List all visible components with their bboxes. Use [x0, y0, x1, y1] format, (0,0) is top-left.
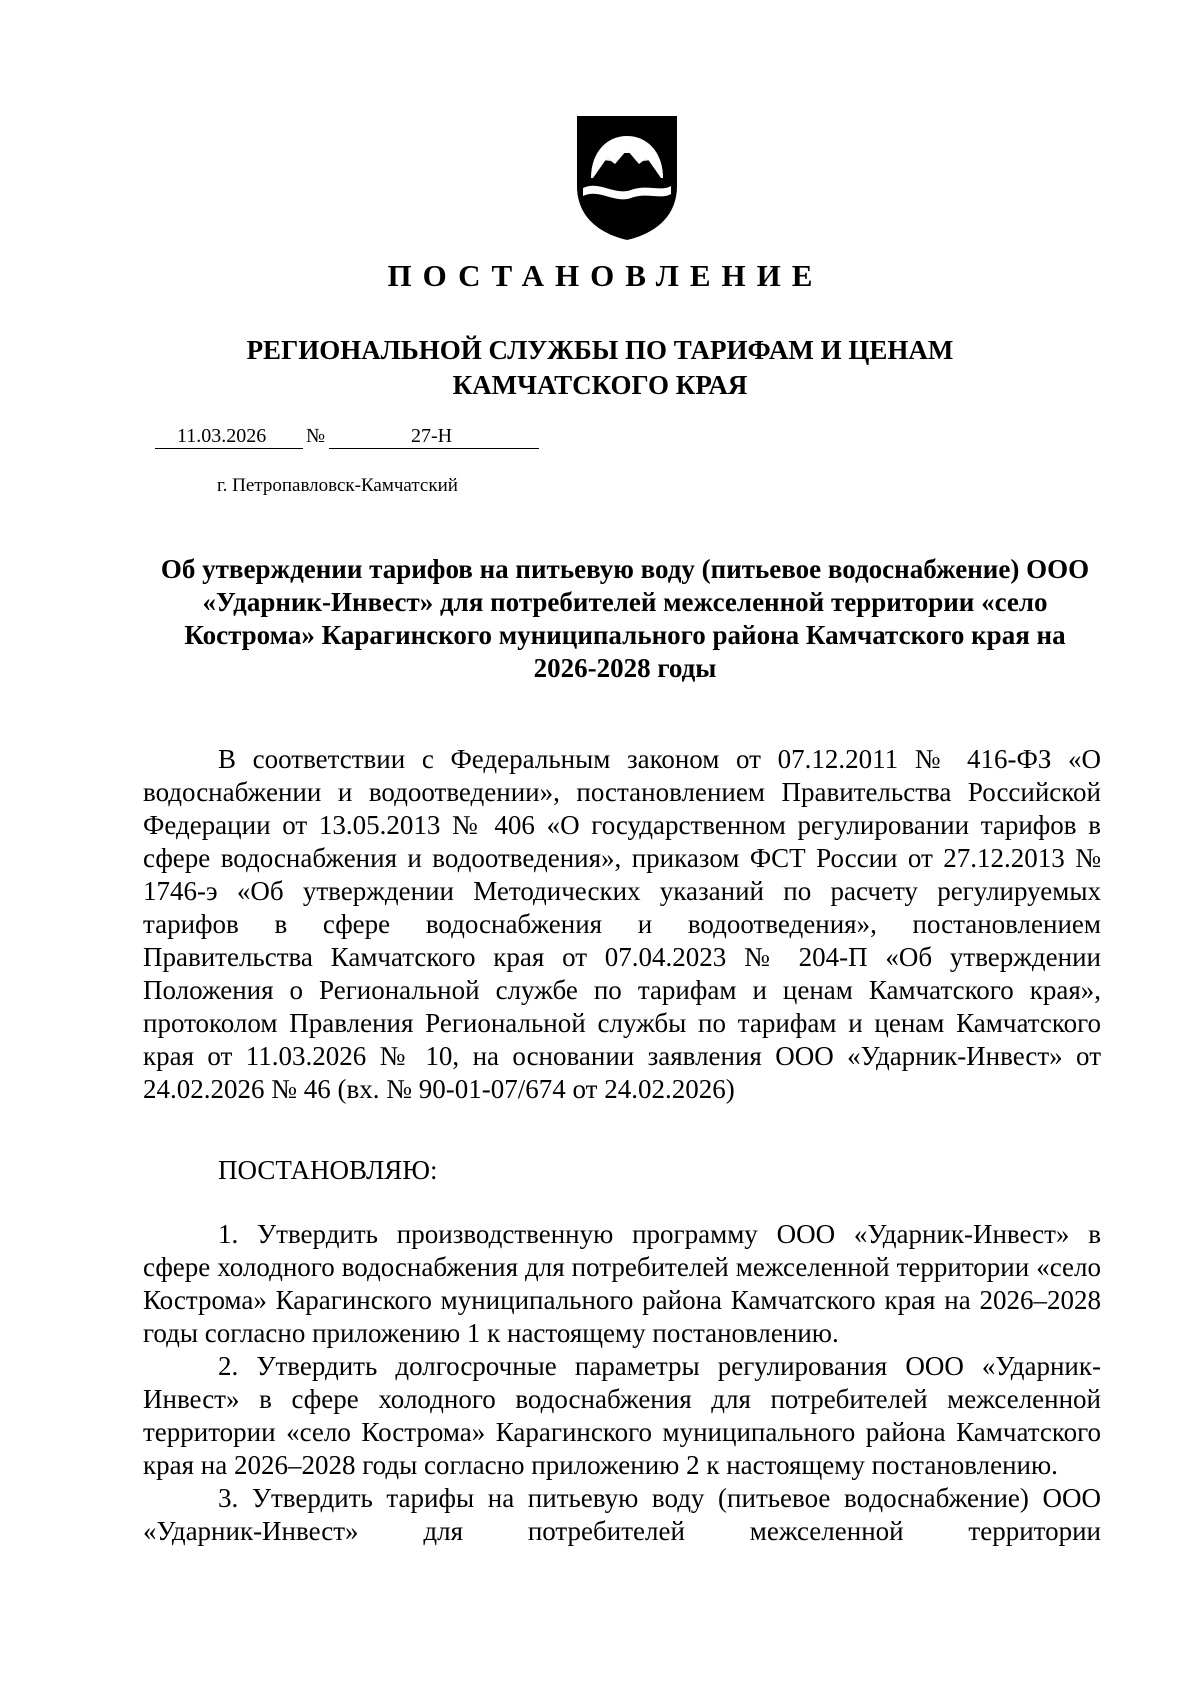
decree-items — [143, 1218, 1101, 1548]
document-type-title: ПОСТАНОВЛЕНИЕ — [387, 258, 824, 293]
document-number: 27-Н — [411, 425, 453, 447]
document-date: 11.03.2026 — [177, 425, 267, 447]
number-underline — [329, 448, 539, 449]
preamble-block — [143, 743, 1101, 1106]
document-subject: Об утверждении тарифов на питьевую воду (питьевое водоснабжение) ООО «Ударник-Инвест» для потребителей межселенной территории «село Кострома» Карагинского муниципального района Камчатского края на 2026-2028 годы — [160, 554, 1090, 683]
decree-item-2: 2. Утвердить долгосрочные параметры регулирования ООО «Ударник-Инвест» в сфере холодного водоснабжения для потребителей межселенной территории «село Кострома» Карагинского муниципального района Камчатского края на 2026–2028 годы согласно приложению 2 к настоящему постановлению. — [143, 1351, 1101, 1480]
authority-line-1: РЕГИОНАЛЬНОЙ СЛУЖБЫ ПО ТАРИФАМ И ЦЕНАМ — [246, 335, 954, 365]
place-of-issue: г. Петропавловск-Камчатский — [217, 475, 458, 496]
decree-item-3: 3. Утвердить тарифы на питьевую воду (питьевое водоснабжение) ООО «Ударник-Инвест» для потребителей межселенной территории — [143, 1483, 1101, 1546]
decree-item-1: 1. Утвердить производственную программу ООО «Ударник-Инвест» в сфере холодного водоснабжения для потребителей межселенной территории «село Кострома» Карагинского муниципального района Камчатского края на 2026–2028 годы согласно приложению 1 к настоящему постановлению. — [143, 1219, 1101, 1348]
coat-of-arms-icon — [575, 114, 679, 242]
authority-line-2: КАМЧАТСКОГО КРАЯ — [452, 370, 748, 400]
issuing-authority — [0, 333, 1200, 403]
decree-word: ПОСТАНОВЛЯЮ: — [218, 1155, 438, 1185]
date-underline — [155, 448, 303, 449]
preamble-paragraph: В соответствии с Федеральным законом от 07.12.2011 № 416-ФЗ «О водоснабжении и водоотведении», постановлением Правительства Российской Федерации от 13.05.2013 № 406 «О государственном регулировании тарифов в сфере водоснабжения и водоотведения», приказом ФСТ России от 27.12.2013 № 1746-э «Об утверждении Методических указаний по расчету регулируемых тарифов в сфере водоснабжения и водоотведения», постановлением Правительства Камчатского края от 07.04.2023 № 204-П «Об утверждении Положения о Региональной службе по тарифам и ценам Камчатского края», протоколом Правления Региональной службы по тарифам и ценам Камчатского края от 11.03.2026 № 10, на основании заявления ООО «Ударник-Инвест» от 24.02.2026 № 46 (вх. № 90-01-07/674 от 24.02.2026) — [143, 744, 1101, 1104]
number-sign: № — [306, 425, 326, 447]
registration-line — [155, 425, 585, 451]
